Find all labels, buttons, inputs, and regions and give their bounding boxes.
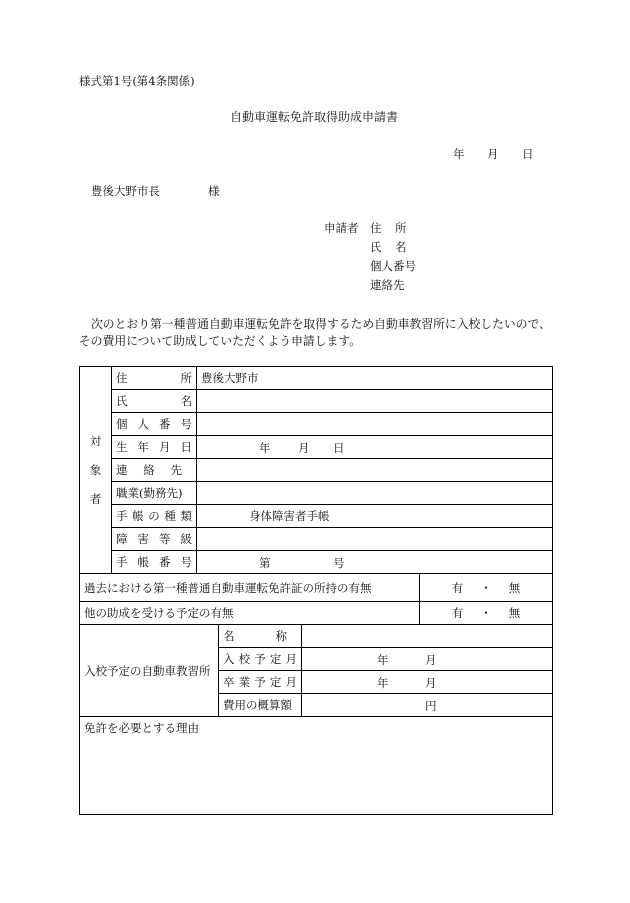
yen-unit: 円 <box>425 699 437 713</box>
graduation-month-label <box>219 671 302 694</box>
label-char: 号 <box>180 417 192 431</box>
choice-separator: ・ <box>480 580 492 595</box>
label-char: 類 <box>180 509 192 523</box>
date-year: 年 <box>453 147 465 161</box>
label-char: 日 <box>180 440 192 454</box>
handbook-type-field[interactable] <box>197 505 553 528</box>
label-char: 氏 <box>116 394 128 408</box>
target-row-name <box>80 390 553 413</box>
label-char: 予 <box>254 652 266 666</box>
applicant-field-label: 氏 <box>370 240 382 254</box>
label-char: 手 <box>116 509 128 523</box>
form-id: 様式第1号(第4条関係) <box>79 74 195 88</box>
birth-month-unit: 月 <box>298 441 310 455</box>
target-row-birthdate <box>80 436 553 459</box>
choice-no[interactable]: 無 <box>508 606 521 620</box>
question-row-other-subsidy <box>80 602 553 625</box>
handbook-type-label <box>112 505 197 528</box>
handbook-number-label <box>112 551 197 574</box>
reason-label: 免許を必要とする理由 <box>84 721 199 735</box>
other-subsidy-choice[interactable] <box>420 602 553 625</box>
personal-number-field[interactable] <box>197 413 553 436</box>
label-char: 業 <box>238 675 251 689</box>
address-value: 豊後大野市 <box>201 371 259 385</box>
label-char: 級 <box>180 532 192 546</box>
disability-grade-field[interactable] <box>197 528 553 551</box>
label-char: 害 <box>137 532 149 546</box>
entry-month-label <box>219 648 302 671</box>
past-license-choice[interactable] <box>420 574 553 602</box>
entry-month-unit: 月 <box>425 653 437 667</box>
question-row-past-license <box>80 574 553 602</box>
target-row-address <box>80 367 553 390</box>
label-char: 称 <box>275 629 287 643</box>
graduation-month-field[interactable] <box>302 671 553 694</box>
address-label <box>112 367 197 390</box>
addressee-honorific: 様 <box>208 184 220 198</box>
target-row-contact <box>80 459 553 482</box>
label-char: 個 <box>116 417 128 431</box>
handbook-number-prefix: 第 <box>259 556 271 570</box>
target-row-occupation <box>80 482 553 505</box>
label-char: 入校予定の自動車教習所 <box>84 663 211 678</box>
label-char: 定 <box>269 652 282 666</box>
label-char: 他の助成を受ける予定の有無 <box>84 606 234 620</box>
entry-year-unit: 年 <box>377 653 389 667</box>
name-label <box>112 390 197 413</box>
personal-number-label <box>112 413 197 436</box>
date-month: 月 <box>487 147 499 161</box>
target-row-disability-grade <box>80 528 553 551</box>
target-person-header <box>80 367 112 574</box>
label-char: 帳 <box>137 555 149 569</box>
reason-row <box>80 717 553 815</box>
label-char: 校 <box>238 652 251 666</box>
body-text-line1: 次のとおり第一種普通自動車運転免許を取得するため自動車教習所に入校したいので、 <box>91 317 551 331</box>
school-name-label <box>219 625 302 648</box>
target-char: 者 <box>89 492 102 506</box>
date-day: 日 <box>522 147 534 161</box>
entry-month-field[interactable] <box>302 648 553 671</box>
label-char: 予 <box>254 675 266 689</box>
choice-no[interactable]: 無 <box>508 580 521 595</box>
school-name-field[interactable] <box>302 625 553 648</box>
school-row-name <box>80 625 553 648</box>
handbook-type-value: 身体障害者手帳 <box>249 509 330 523</box>
label-char: 月 <box>285 652 297 666</box>
document-title: 自動車運転免許取得助成申請書 <box>230 110 399 124</box>
label-char: 生 <box>116 440 128 454</box>
estimated-cost-field[interactable] <box>302 694 553 717</box>
disability-grade-label <box>112 528 197 551</box>
estimated-cost-label <box>219 694 302 717</box>
label-char: 月 <box>285 675 297 689</box>
target-char: 象 <box>89 463 102 477</box>
occupation-label <box>112 482 197 505</box>
label-char: 号 <box>180 555 192 569</box>
label-char: の <box>148 509 160 523</box>
name-field[interactable] <box>197 390 553 413</box>
choice-separator: ・ <box>480 606 492 620</box>
birthdate-label <box>112 436 197 459</box>
other-subsidy-question <box>80 602 420 625</box>
choice-yes[interactable]: 有 <box>451 580 464 595</box>
label-char: 番 <box>159 555 171 569</box>
handbook-number-suffix: 号 <box>333 556 345 570</box>
target-row-personal-number <box>80 413 553 436</box>
contact-label <box>112 459 197 482</box>
label-char: 過去における第一種普通自動車運転免許証の所持の有無 <box>84 580 372 595</box>
label-char: 障 <box>116 532 128 546</box>
birth-day-unit: 日 <box>333 441 345 455</box>
address-field[interactable] <box>197 367 553 390</box>
label-char: 入 <box>223 652 235 666</box>
label-char: 定 <box>269 675 282 689</box>
handbook-number-field[interactable] <box>197 551 553 574</box>
past-license-question <box>80 574 420 602</box>
label-char: 費用の概算額 <box>223 698 292 712</box>
label-char: 所 <box>180 371 192 385</box>
label-char: 等 <box>159 532 171 546</box>
graduation-month-unit: 月 <box>425 676 437 690</box>
choice-yes[interactable]: 有 <box>451 606 464 620</box>
label-char: 卒 <box>223 675 235 689</box>
label-char: 帳 <box>132 509 144 523</box>
label-char: 連 <box>116 463 128 477</box>
target-row-handbook-number <box>80 551 553 574</box>
label-char: 年 <box>137 440 149 454</box>
label-char: 職業(勤務先) <box>116 486 183 500</box>
birth-year-unit: 年 <box>259 441 271 455</box>
graduation-year-unit: 年 <box>377 676 389 690</box>
label-char: 種 <box>164 509 176 523</box>
label-char: 手 <box>116 555 128 569</box>
school-header <box>80 625 219 717</box>
contact-field[interactable] <box>197 459 553 482</box>
label-char: 住 <box>116 371 128 385</box>
application-table <box>79 366 553 815</box>
reason-field[interactable] <box>80 717 553 815</box>
body-text-line2: その費用について助成していただくよう申請します。 <box>79 334 361 348</box>
addressee-name: 豊後大野市長 <box>91 184 160 198</box>
birthdate-field[interactable] <box>197 436 553 459</box>
applicant-field-label: 住 <box>370 221 382 235</box>
label-char: 名 <box>180 394 192 408</box>
applicant-field-label: 所 <box>395 221 407 235</box>
applicant-label: 申請者 <box>324 221 359 235</box>
label-char: 名 <box>223 629 235 643</box>
label-char: 月 <box>159 440 171 454</box>
target-char: 対 <box>89 434 102 448</box>
applicant-field-label: 連絡先 <box>370 278 405 292</box>
occupation-field[interactable] <box>197 482 553 505</box>
label-char: 番 <box>159 417 171 431</box>
target-row-handbook-type <box>80 505 553 528</box>
label-char: 人 <box>137 417 149 431</box>
applicant-field-label: 個人番号 <box>370 259 416 273</box>
label-char: 先 <box>170 463 182 477</box>
applicant-field-label: 名 <box>395 240 407 254</box>
label-char: 絡 <box>143 463 155 477</box>
